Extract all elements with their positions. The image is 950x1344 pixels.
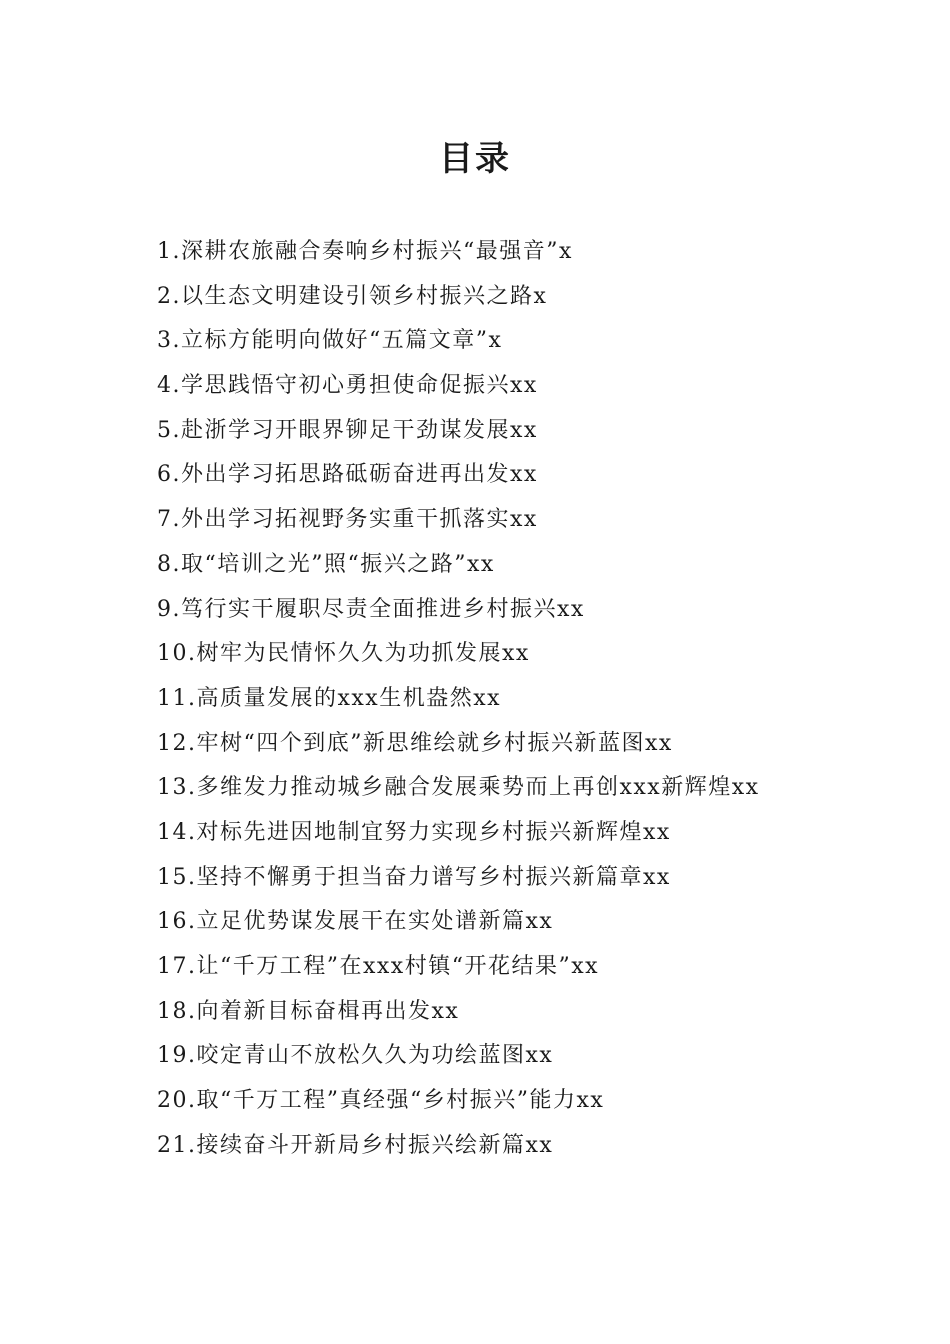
toc-item: 1.深耕农旅融合奏响乡村振兴“最强音”x (157, 239, 573, 264)
toc-item: 12.牢树“四个到底”新思维绘就乡村振兴新蓝图xx (157, 730, 673, 756)
toc-item: 15.坚持不懈勇于担当奋力谱写乡村振兴新篇章xx (157, 864, 671, 890)
toc-item: 7.外出学习拓视野务实重干抓落实xx (157, 507, 538, 533)
table-of-contents (157, 230, 877, 1168)
toc-item: 14.对标先进因地制宜努力实现乡村振兴新辉煌xx (157, 819, 671, 845)
toc-item: 17.让“千万工程”在xxx村镇“开花结果”xx (157, 954, 600, 979)
toc-item: 3.立标方能明向做好“五篇文章”x (157, 328, 503, 354)
toc-item: 19.咬定青山不放松久久为功绘蓝图xx (157, 1043, 554, 1069)
toc-item: 8.取“培训之光”照“振兴之路”xx (157, 551, 495, 577)
toc-item: 2.以生态文明建设引领乡村振兴之路x (157, 283, 548, 309)
toc-item: 13.多维发力推动城乡融合发展乘势而上再创xxx新辉煌xx (157, 775, 760, 801)
toc-item: 18.向着新目标奋楫再出发xx (157, 998, 460, 1024)
toc-item: 11.高质量发展的xxx生机盎然xx (157, 685, 502, 711)
toc-item: 4.学思践悟守初心勇担使命促振兴xx (157, 373, 538, 399)
toc-item: 16.立足优势谋发展干在实处谱新篇xx (157, 909, 554, 935)
toc-item: 6.外出学习拓思路砥砺奋进再出发xx (157, 462, 538, 488)
toc-item: 21.接续奋斗开新局乡村振兴绘新篇xx (157, 1132, 554, 1158)
toc-item: 9.笃行实干履职尽责全面推进乡村振兴xx (157, 596, 585, 622)
toc-item: 20.取“千万工程”真经强“乡村振兴”能力xx (157, 1088, 605, 1114)
toc-item: 10.树牢为民情怀久久为功抓发展xx (157, 641, 530, 667)
page-title: 目录 (439, 139, 511, 179)
toc-item: 5.赴浙学习开眼界铆足干劲谋发展xx (157, 417, 538, 443)
